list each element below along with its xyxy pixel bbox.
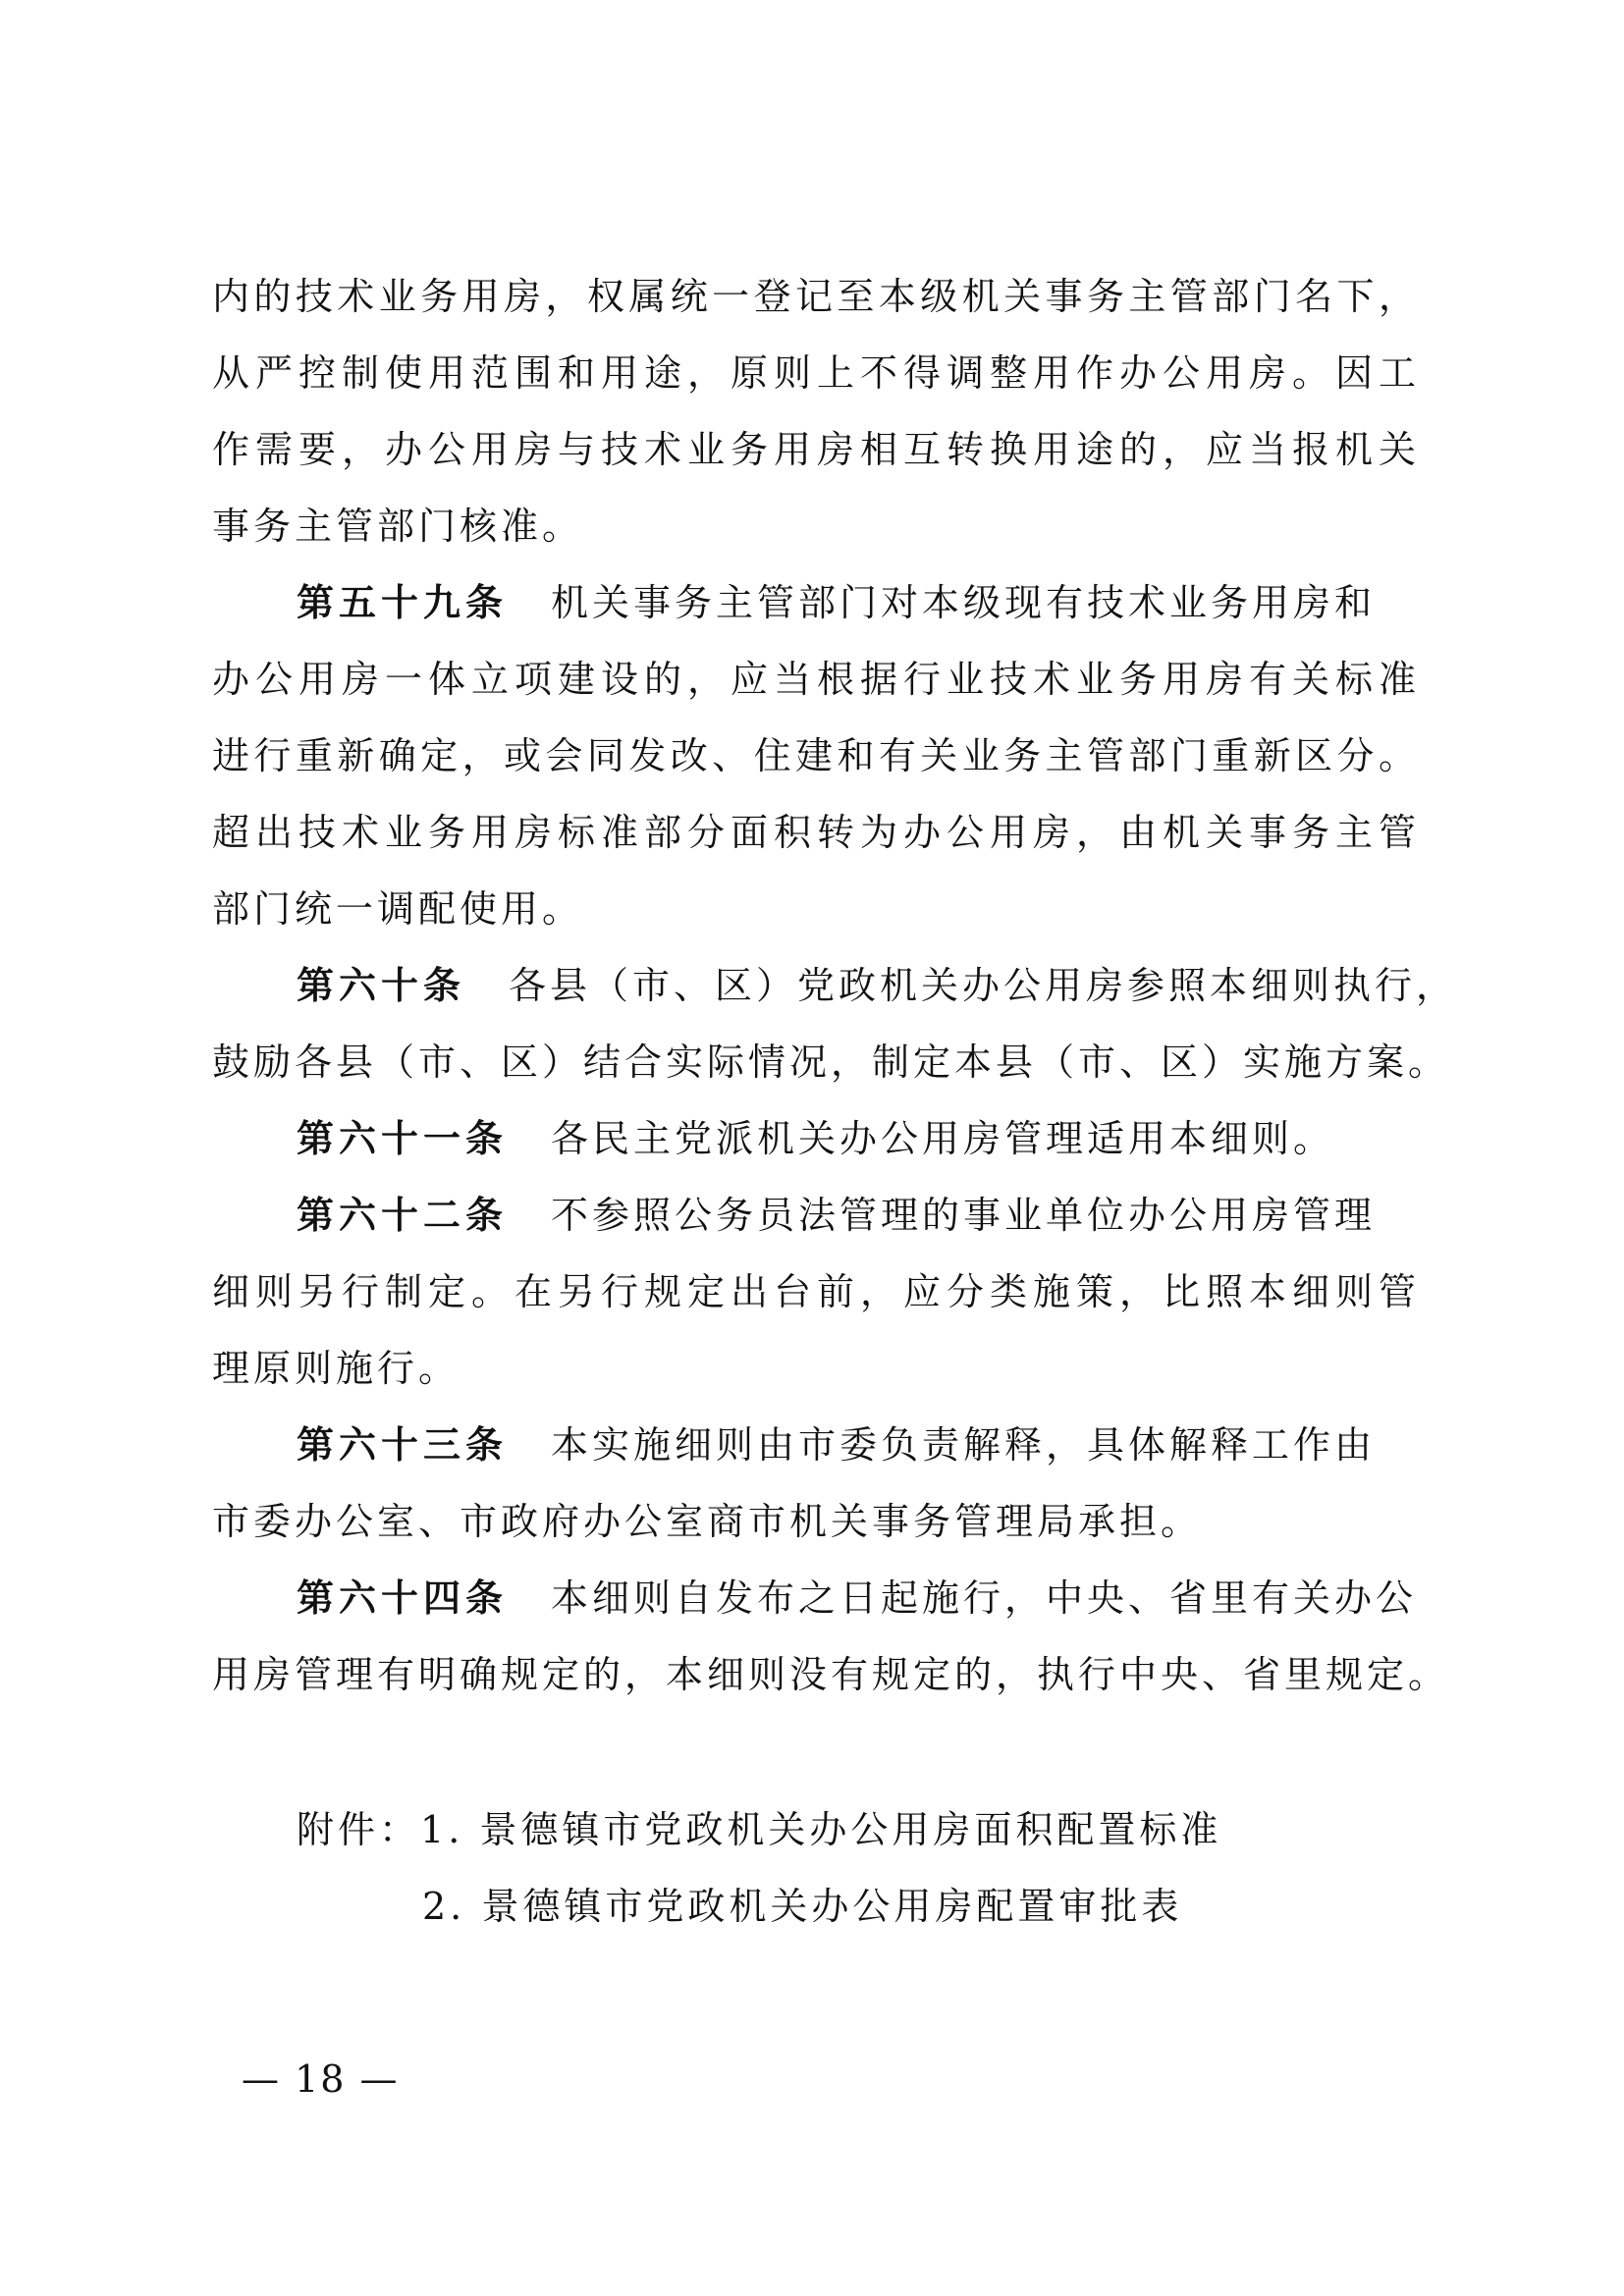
article-line: 鼓励各县（市、区）结合实际情况，制定本县（市、区）实施方案。 — [212, 1041, 1450, 1084]
body-line: 内的技术业务用房，权属统一登记至本级机关事务主管部门名下， — [212, 275, 1420, 318]
article-text: 本细则自发布之日起施行，中央、省里有关办公 — [551, 1576, 1418, 1620]
article-label: 第六十四条 — [297, 1576, 509, 1620]
body-line: 事务主管部门核准。 — [212, 505, 584, 548]
attachment-item: 1. 景德镇市党政机关办公用房面积配置标准 — [420, 1808, 1222, 1851]
article-63-first-line — [297, 1415, 1420, 1474]
article-label: 第六十三条 — [297, 1423, 509, 1467]
article-line: 理原则施行。 — [212, 1347, 460, 1390]
attachments-first-line — [297, 1800, 1221, 1859]
article-line: 用房管理有明确规定的，本细则没有规定的，执行中央、省里规定。 — [212, 1653, 1450, 1696]
article-text: 各县（市、区）党政机关办公用房参照本细则执行， — [509, 964, 1458, 1007]
article-label: 第六十一条 — [297, 1117, 509, 1160]
article-60-first-line — [297, 956, 1458, 1015]
article-label: 第六十二条 — [297, 1194, 509, 1237]
page-number: — 18 — — [242, 2057, 400, 2101]
body-line: 作需要，办公用房与技术业务用房相互转换用途的，应当报机关 — [212, 428, 1420, 471]
article-line: 办公用房一体立项建设的，应当根据行业技术业务用房有关标准 — [212, 658, 1420, 701]
article-text: 各民主党派机关办公用房管理适用本细则。 — [551, 1117, 1335, 1160]
article-line: 细则另行制定。在另行规定出台前，应分类施策，比照本细则管 — [212, 1270, 1420, 1313]
article-line: 进行重新确定，或会同发改、住建和有关业务主管部门重新区分。 — [212, 734, 1420, 777]
attachments-label: 附件： — [297, 1808, 421, 1851]
article-line: 部门统一调配使用。 — [212, 887, 584, 931]
article-text: 机关事务主管部门对本级现有技术业务用房和 — [551, 581, 1377, 624]
body-line: 从严控制使用范围和用途，原则上不得调整用作办公用房。因工 — [212, 351, 1420, 395]
article-61-first-line — [297, 1109, 1420, 1168]
article-text: 不参照公务员法管理的事业单位办公用房管理 — [551, 1194, 1377, 1237]
article-62-first-line — [297, 1186, 1420, 1245]
article-label: 第六十条 — [297, 964, 466, 1007]
article-label: 第五十九条 — [297, 581, 509, 624]
article-line: 市委办公室、市政府办公室商市机关事务管理局承担。 — [212, 1500, 1203, 1543]
article-text: 本实施细则由市委负责解释，具体解释工作由 — [551, 1423, 1377, 1467]
article-59-first-line — [297, 573, 1420, 632]
attachment-item: 2. 景德镇市党政机关办公用房配置审批表 — [422, 1885, 1183, 1928]
article-line: 超出技术业务用房标准部分面积转为办公用房，由机关事务主管 — [212, 811, 1420, 854]
article-64-first-line — [297, 1569, 1420, 1628]
